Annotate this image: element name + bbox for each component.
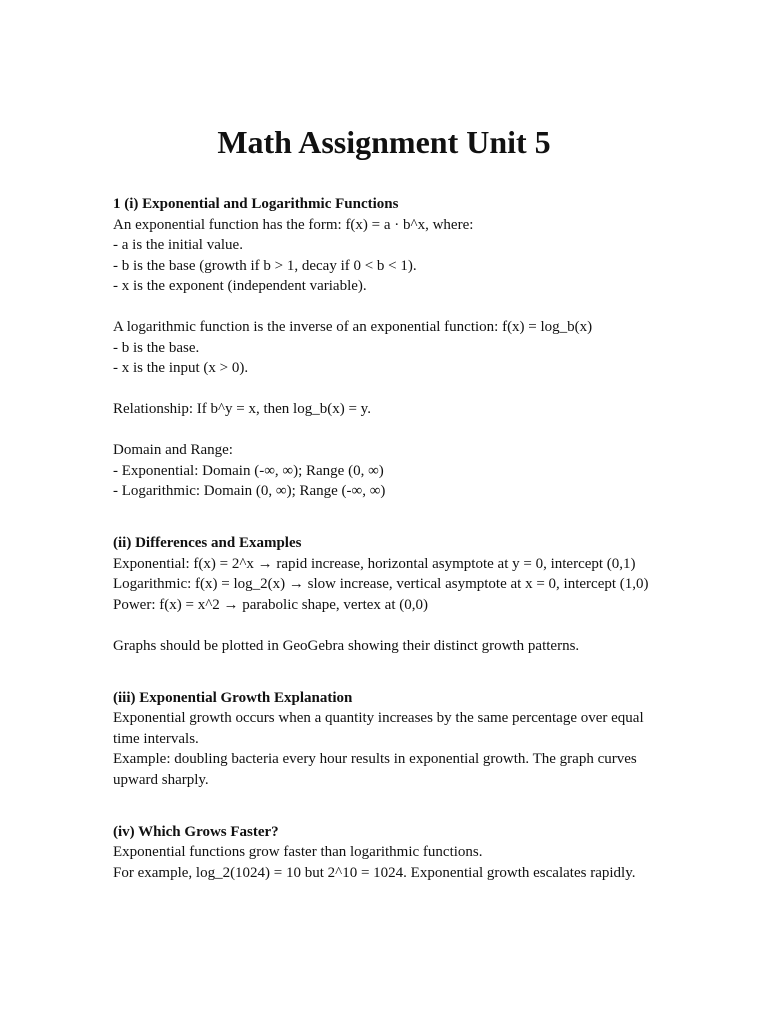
example-line: Logarithmic: f(x) = log_2(x) → slow increase, vertical asymptote at x = 0, intercept (1,0) xyxy=(113,576,649,592)
spacer xyxy=(113,420,658,441)
section-exponential-logarithmic xyxy=(113,194,658,502)
paragraph: Exponential growth occurs when a quantity increases by the same percentage over equal time intervals. xyxy=(113,710,644,747)
list-item: - b is the base (growth if b > 1, decay if 0 < b < 1). xyxy=(113,257,417,274)
domain-range-heading: Domain and Range: xyxy=(113,442,233,458)
spacer xyxy=(113,297,658,318)
paragraph: For example, log_2(1024) = 10 but 2^10 = 1024. Exponential growth escalates rapidly. xyxy=(113,864,636,881)
list-item: - a is the initial value. xyxy=(113,237,243,253)
section-differences-examples xyxy=(113,533,658,656)
spacer xyxy=(113,615,658,636)
section-heading: 1 (i) Exponential and Logarithmic Functions xyxy=(113,196,399,212)
page-title: Math Assignment Unit 5 xyxy=(217,124,551,160)
exponential-definition: An exponential function has the form: f(x) = a · b^x, where: xyxy=(113,216,474,233)
section-which-grows-faster xyxy=(113,822,658,884)
spacer xyxy=(113,790,658,822)
graph-note: Graphs should be plotted in GeoGebra showing their distinct growth patterns. xyxy=(113,637,580,654)
list-item: - b is the base. xyxy=(113,339,200,356)
spacer xyxy=(113,502,658,534)
document-body xyxy=(113,194,658,883)
section-heading: (ii) Differences and Examples xyxy=(113,535,302,551)
spacer xyxy=(113,379,658,400)
spacer xyxy=(113,656,658,688)
section-heading: (iii) Exponential Growth Explanation xyxy=(113,689,353,706)
section-exponential-growth xyxy=(113,688,658,791)
section-heading: (iv) Which Grows Faster? xyxy=(113,823,279,840)
example-line: Power: f(x) = x^2 → parabolic shape, vertex at (0,0) xyxy=(113,596,428,613)
relationship-text: Relationship: If b^y = x, then log_b(x) = y. xyxy=(113,401,371,417)
paragraph: Exponential functions grow faster than logarithmic functions. xyxy=(113,844,483,860)
list-item: - x is the input (x > 0). xyxy=(113,360,249,376)
list-item: - x is the exponent (independent variable). xyxy=(113,278,367,294)
list-item: - Exponential: Domain (-∞, ∞); Range (0, ∞) xyxy=(113,462,384,479)
example-line: Exponential: f(x) = 2^x → rapid increase, horizontal asymptote at y = 0, intercept (0,1) xyxy=(113,555,636,572)
logarithmic-definition: A logarithmic function is the inverse of an exponential function: f(x) = log_b(x) xyxy=(113,319,593,335)
list-item: - Logarithmic: Domain (0, ∞); Range (-∞, ∞) xyxy=(113,483,386,499)
paragraph: Example: doubling bacteria every hour results in exponential growth. The graph curves upward sharply. xyxy=(113,751,637,788)
